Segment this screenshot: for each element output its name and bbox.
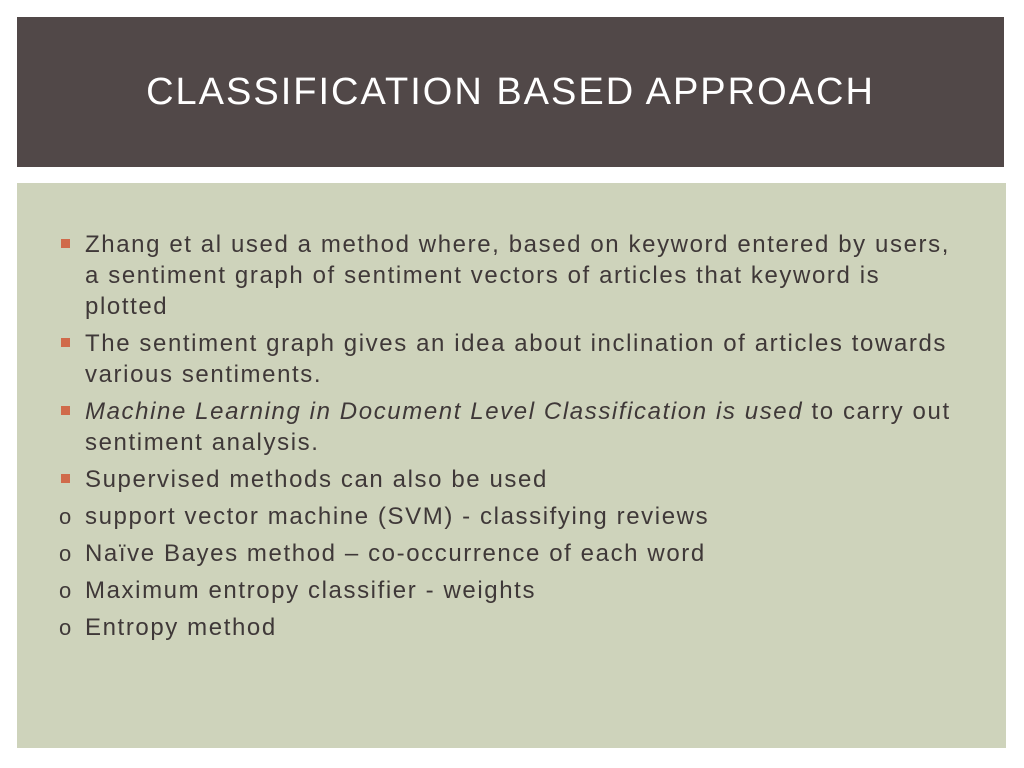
bullet-italic-text: Machine Learning in Document Level Classification is used (85, 398, 804, 425)
bullet-item (59, 396, 969, 458)
bullet-text: Zhang et al used a method where, based on keyword entered by users, a sentiment graph of sentiment vectors of articles that keyword is plotted (85, 231, 950, 320)
sub-bullet-item (59, 612, 969, 643)
bullet-text: to carry out sentiment analysis. (85, 398, 951, 456)
sub-bullet-item (59, 501, 969, 532)
bullet-text: The sentiment graph gives an idea about inclination of articles towards various sentiments. (85, 330, 948, 388)
circle-bullet-icon: o (59, 504, 72, 529)
square-bullet-icon (61, 239, 70, 248)
slide-title: CLASSIFICATION BASED APPROACH (146, 70, 875, 113)
content-panel (17, 183, 1006, 748)
square-bullet-icon (61, 474, 70, 483)
bullet-text: Entropy method (85, 614, 277, 641)
square-bullet-icon (61, 406, 70, 415)
bullet-text: Naïve Bayes method – co-occurrence of each word (85, 540, 706, 567)
bullet-list (59, 229, 969, 649)
bullet-text: Supervised methods can also be used (85, 466, 548, 493)
bullet-text: Maximum entropy classifier - weights (85, 577, 537, 604)
sub-bullet-item (59, 575, 969, 606)
circle-bullet-icon: o (59, 615, 72, 640)
bullet-item (59, 229, 969, 322)
bullet-item (59, 328, 969, 390)
sub-bullet-item (59, 538, 969, 569)
bullet-item (59, 464, 969, 495)
square-bullet-icon (61, 338, 70, 347)
circle-bullet-icon: o (59, 541, 72, 566)
circle-bullet-icon: o (59, 578, 72, 603)
title-band (17, 17, 1004, 167)
bullet-text: support vector machine (SVM) - classifying reviews (85, 503, 710, 530)
